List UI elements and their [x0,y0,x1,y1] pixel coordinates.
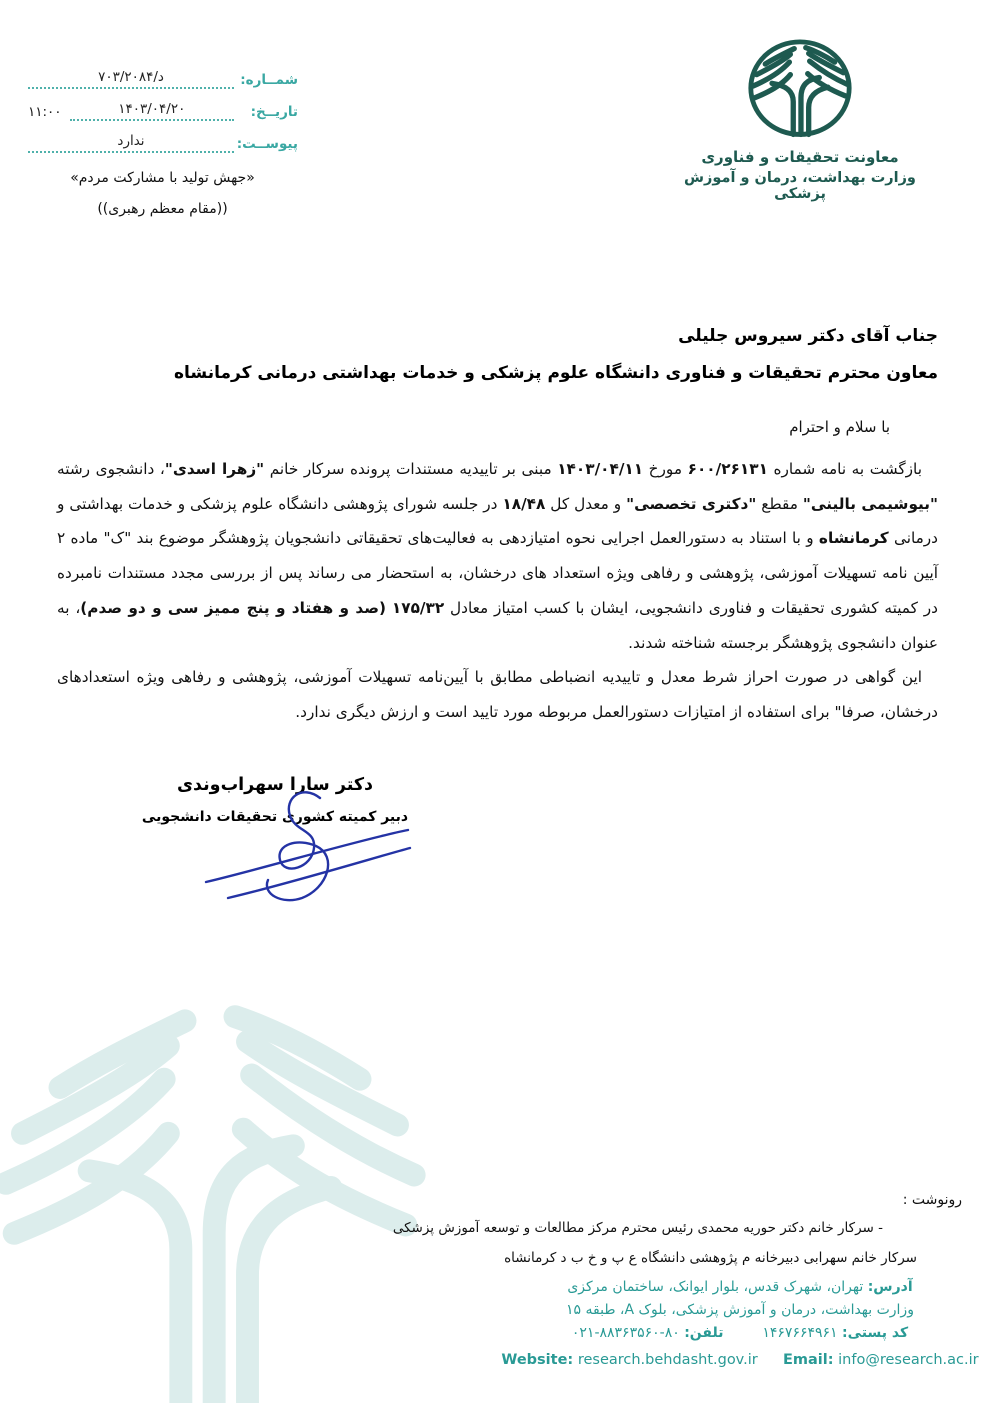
letter-body [57,452,938,730]
letter-number-value: د/۷۰۳/۲۰۸۴ [98,69,164,85]
body-paragraph-2: این گواهی در صورت احراز شرط معدل و تاییدیه انضباطی مطابق با آیین‌نامه تسهیلات آموزشی، پژوهشی و رفاهی ویژه استعدادهای درخشان، صرفا" برای استفاده از امتیازات دستورالعمل مربوطه مورد تایید است و ارزش دیگری ندارد. [57,668,938,721]
recipient-name: جناب آقای دکتر سیروس جلیلی [678,326,938,346]
postal-code-label: کد پستی: [842,1325,909,1341]
attachment-label: پیوســت: [236,136,298,152]
footer-address-line1 [490,1276,990,1299]
signer-title: دبیر کمیته کشوری تحقیقات دانشجویی [141,809,409,825]
date-dotted-line [70,87,234,121]
slogan-line1: «جهش تولید با مشارکت مردم» [70,170,255,186]
address-value-part1: تهران، شهرک قدس، بلوار ایوانک، ساختمان مرکزی [567,1279,864,1295]
cc-block [32,1187,962,1273]
cc-item: - سرکار خانم دکتر حوریه محمدی رئیس محترم مرکز مطالعات و توسعه آموزش پزشکی [392,1220,883,1236]
postal-code-value: ۱۴۶۷۶۶۴۹۶۱ [762,1325,838,1341]
email-value: info@research.ac.ir [838,1352,979,1368]
year-slogan [50,163,275,225]
email-label: Email: [782,1352,834,1368]
meta-row-number [28,57,298,89]
letter-meta-block [28,57,298,153]
cc-item: سرکار خانم سهرابی دبیرخانه م پژوهشی دانشگاه ع پ و خ ب د کرمانشاه [504,1250,917,1266]
meta-row-date [28,89,298,121]
number-dotted-line [28,55,234,89]
recipient-block [56,318,938,392]
letter-date-value: ۱۴۰۳/۰۴/۲۰ [118,101,186,117]
letter-time-value: ۱۱:۰۰ [28,104,62,120]
website-label: Website: [501,1352,574,1368]
cc-label: رونوشت : [902,1192,962,1208]
slogan-line2: ((مقام معظم رهبری)) [97,201,228,217]
website-value: research.behdasht.gov.ir [577,1352,758,1368]
signer-name: دکتر سارا سهراب‌وندی [176,775,374,795]
meta-row-attachment [28,121,298,153]
salutation: با سلام و احترام [789,418,890,436]
footer-address-line2: وزارت بهداشت، درمان و آموزش پزشکی، بلوک A، طبقه ۱۵ [566,1302,914,1318]
ministry-name: وزارت بهداشت، درمان و آموزش پزشکی [684,170,916,202]
attachment-value: ندارد [117,133,145,149]
attachment-dotted-line [28,119,234,153]
ministry-tree-logo-icon [741,38,859,146]
phone-value: ۰۲۱-۸۸۳۶۳۵۶۰-۸۰ [571,1325,680,1341]
address-label: آدرس: [867,1279,913,1295]
letterhead [665,38,935,202]
body-paragraph-1: بازگشت به نامه شماره ۶۰۰/۲۶۱۳۱ مورخ ۱۴۰۳/۰۴/۱۱ مبنی بر تاییدیه مستندات پرونده سرکار خانم "زهرا اسدی"، دانشجوی رشته "بیوشیمی بالینی" مقطع "دکتری تخصصی" و معدل کل ۱۸/۴۸ در جلسه شورای پژوهشی دانشگاه علوم پزشکی و خدمات بهداشتی و درمانی کرمانشاه و با استناد به دستورالعمل اجرایی نحوه امتیازدهی به فعالیت‌های تحقیقاتی دانشجویان پژوهشگر موضوع بند "ک" ماده ۲ آیین نامه تسهیلات آموزشی، پژوهشی و رفاهی ویژه استعداد های درخشان، به استحضار می رساند پس از بررسی مجدد مستندات نامبرده در کمیته کشوری تحقیقات و فناوری دانشجویی، ایشان با کسب امتیاز معادل ۱۷۵/۳۲ (صد و هفتاد و پنج ممیز سی و دو صدم)، به عنوان دانشجوی پژوهشگر برجسته شناخته شدند. [57,460,938,652]
footer-contact-block [490,1276,990,1372]
number-label: شمــاره: [240,72,298,88]
recipient-title: معاون محترم تحقیقات و فناوری دانشگاه علوم پزشکی و خدمات بهداشتی درمانی کرمانشاه [173,363,938,383]
deputy-name: معاونت تحقیقات و فناوری [701,148,899,166]
phone-label: تلفن: [684,1325,724,1341]
date-label: تاريــخ: [250,104,298,120]
footer-postal-phone-line [490,1322,990,1345]
footer-web-email-line [490,1349,990,1372]
handwritten-signature [198,786,418,914]
